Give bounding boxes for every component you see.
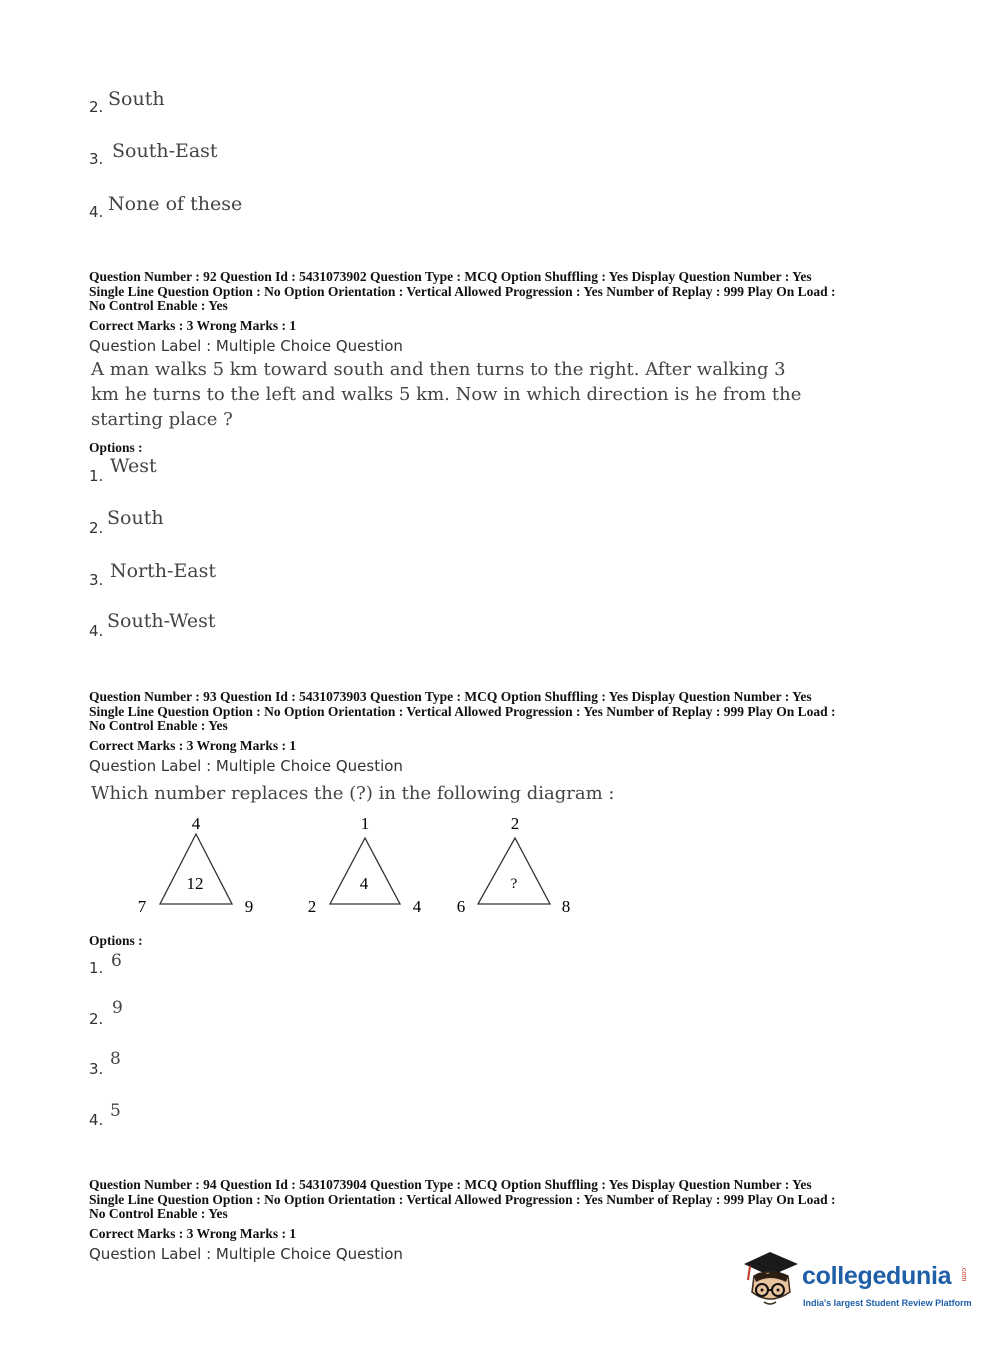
prev-option-2-number: 2. [89,98,104,116]
q93-marks: Correct Marks : 3 Wrong Marks : 1 [89,738,297,753]
q93-option-4-text[interactable]: 5 [110,1101,121,1121]
q94-meta-line-2: Single Line Question Option : No Option Orientation : Vertical Allowed Progression : Yes Number of Replay : 999 Play On Load : [89,1191,836,1207]
logo-tld: .com [960,1266,967,1282]
q92-option-4-number: 4. [89,622,104,640]
triangle-1-left: 7 [137,897,147,916]
q93-option-3-text[interactable]: 8 [110,1049,121,1069]
q92-option-3-number: 3. [89,571,104,589]
q93-option-1-number: 1. [89,959,104,977]
q92-meta-line-3: No Control Enable : Yes [89,298,228,313]
q93-option-3-number: 3. [89,1060,104,1078]
triangle-3-left: 6 [456,897,466,916]
q94-meta-line-1: Question Number : 94 Question Id : 5431073904 Question Type : MCQ Option Shuffling : Yes Display Question Number : Yes [89,1177,812,1192]
q92-question-label: Question Label : Multiple Choice Question [89,337,403,355]
triangle-3-right: 8 [561,897,571,916]
prev-option-4-number: 4. [89,203,104,221]
q92-text-line-1: A man walks 5 km toward south and then turns to the right. After walking 3 [91,359,786,380]
q92-meta [89,270,836,314]
mascot-icon [740,1250,802,1316]
triangle-1 [160,834,232,904]
q93-option-1-text[interactable]: 6 [111,951,122,971]
prev-option-3-number: 3. [89,150,104,168]
triangle-3 [478,838,550,904]
collegedunia-logo[interactable] [740,1250,970,1320]
logo-wordmark: collegedunia [802,1262,952,1290]
logo-tagline: India's largest Student Review Platform [803,1298,972,1308]
prev-option-2-text: South [108,88,165,110]
triangle-2-left: 2 [307,897,317,916]
triangle-3-top: 2 [510,814,520,833]
q92-options-heading: Options : [89,440,143,455]
q92-option-1-text[interactable]: West [110,455,157,477]
triangle-1-top: 4 [191,814,201,833]
q92-option-2-number: 2. [89,519,104,537]
triangle-2 [330,838,400,904]
q94-marks: Correct Marks : 3 Wrong Marks : 1 [89,1226,297,1241]
triangle-2-center: 4 [359,874,369,893]
q93-meta [89,690,836,734]
q93-option-2-number: 2. [89,1010,104,1028]
q92-option-3-text[interactable]: North-East [110,560,217,582]
triangle-3-center: ? [510,876,518,892]
q92-meta-line-1: Question Number : 92 Question Id : 5431073902 Question Type : MCQ Option Shuffling : Yes Display Question Number : Yes [89,269,812,284]
q93-meta-line-3: No Control Enable : Yes [89,718,228,733]
q93-option-4-number: 4. [89,1111,104,1129]
triangle-2-right: 4 [412,897,422,916]
q94-meta-line-3: No Control Enable : Yes [89,1206,228,1221]
q94-meta [89,1178,836,1222]
q92-option-1-number: 1. [89,467,104,485]
triangle-1-right: 9 [244,897,254,916]
q93-question-label: Question Label : Multiple Choice Question [89,757,403,775]
prev-option-3-text: South-East [112,140,218,162]
q92-meta-line-2: Single Line Question Option : No Option Orientation : Vertical Allowed Progression : Yes Number of Replay : 999 Play On Load : [89,283,836,299]
q94-question-label: Question Label : Multiple Choice Question [89,1245,403,1263]
q93-options-heading: Options : [89,933,143,948]
prev-option-4-text: None of these [108,193,243,215]
q93-meta-line-1: Question Number : 93 Question Id : 5431073903 Question Type : MCQ Option Shuffling : Yes Display Question Number : Yes [89,689,812,704]
q92-option-2-text[interactable]: South [107,507,164,529]
triangle-1-center: 12 [186,874,204,893]
q93-meta-line-2: Single Line Question Option : No Option Orientation : Vertical Allowed Progression : Yes Number of Replay : 999 Play On Load : [89,703,836,719]
q92-option-4-text[interactable]: South-West [107,610,216,632]
q92-text-line-2: km he turns to the left and walks 5 km. Now in which direction is he from the [91,384,802,405]
q93-question-text: Which number replaces the (?) in the following diagram : [91,783,615,804]
q93-option-2-text[interactable]: 9 [112,998,123,1018]
triangle-diagram [130,812,590,922]
q92-marks: Correct Marks : 3 Wrong Marks : 1 [89,318,297,333]
q92-question-text [91,357,801,432]
triangle-2-top: 1 [360,814,370,833]
q92-text-line-3: starting place ? [91,409,233,430]
